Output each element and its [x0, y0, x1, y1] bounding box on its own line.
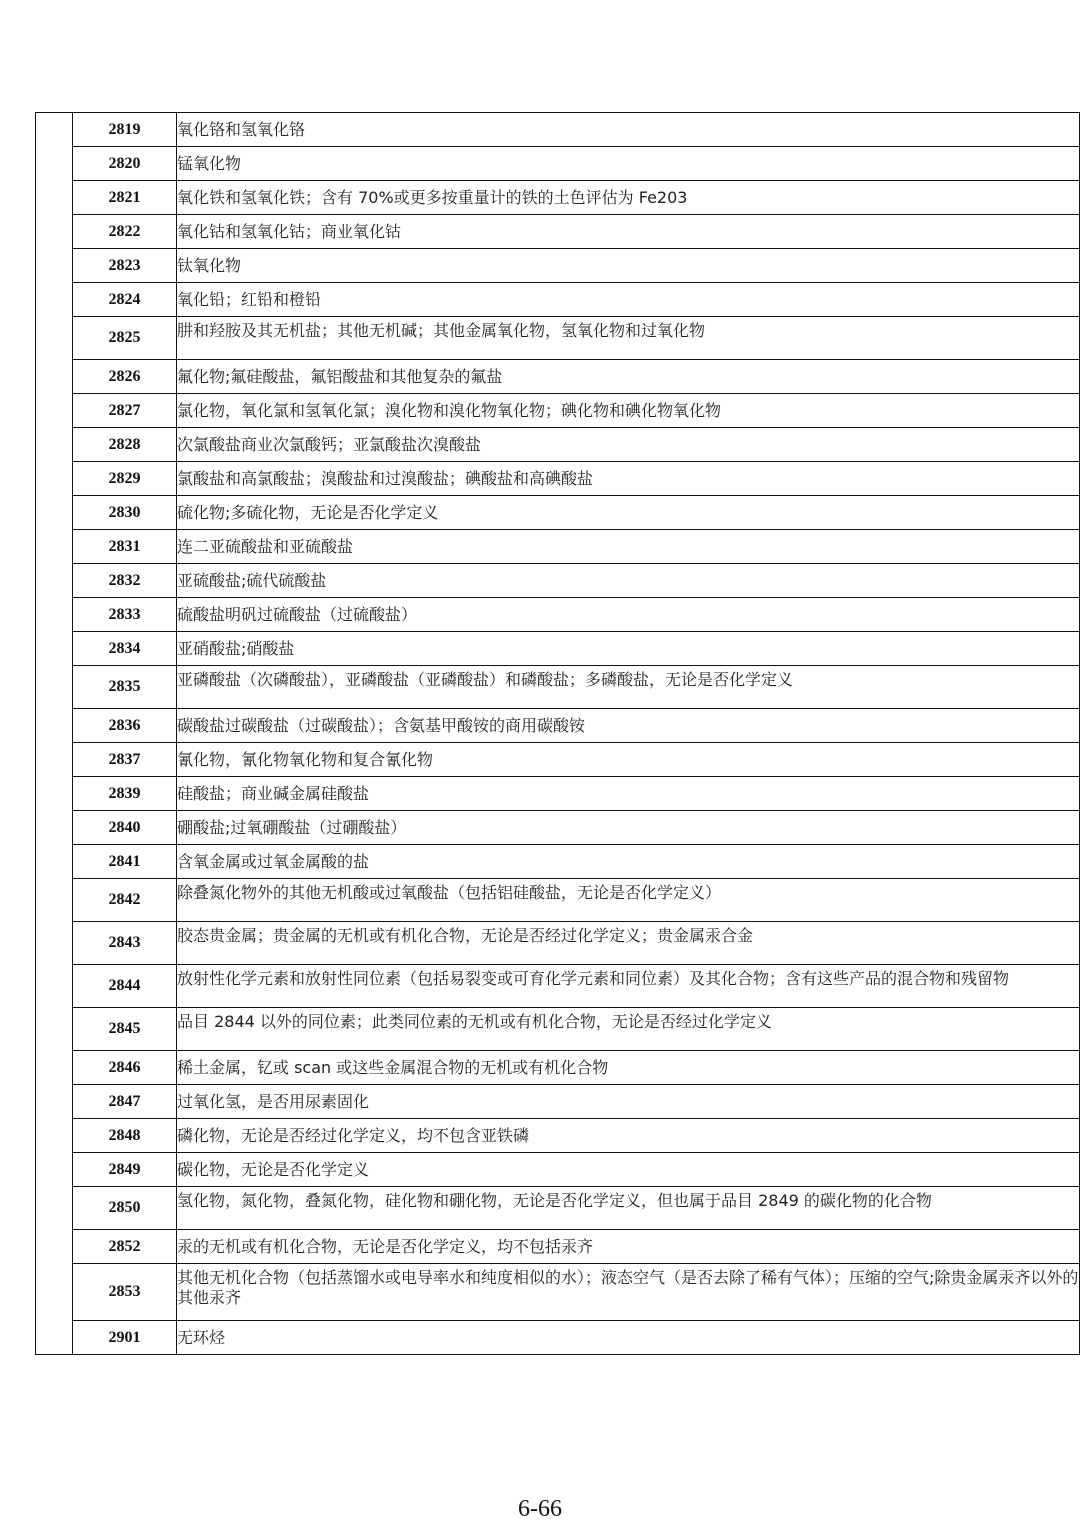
hs-code-cell: 2826 [73, 360, 177, 394]
table-row [36, 1264, 1080, 1321]
description-cell: 氧化铁和氢氧化铁；含有 70%或更多按重量计的铁的土色评估为 Fe203 [177, 181, 1080, 215]
table-row [36, 496, 1080, 530]
description-cell: 连二亚硫酸盐和亚硫酸盐 [177, 530, 1080, 564]
description-cell: 磷化物，无论是否经过化学定义，均不包含亚铁磷 [177, 1119, 1080, 1153]
hs-code-cell: 2836 [73, 709, 177, 743]
hs-code-cell: 2821 [73, 181, 177, 215]
hs-code-cell: 2823 [73, 249, 177, 283]
table-row [36, 879, 1080, 922]
table-row [36, 181, 1080, 215]
description-cell: 过氧化氢，是否用尿素固化 [177, 1085, 1080, 1119]
description-cell: 亚硝酸盐;硝酸盐 [177, 632, 1080, 666]
hs-code-cell: 2822 [73, 215, 177, 249]
description-cell: 次氯酸盐商业次氯酸钙；亚氯酸盐次溴酸盐 [177, 428, 1080, 462]
description-cell: 硫酸盐明矾过硫酸盐（过硫酸盐） [177, 598, 1080, 632]
table-row [36, 632, 1080, 666]
description-cell: 碳酸盐过碳酸盐（过碳酸盐）；含氨基甲酸铵的商用碳酸铵 [177, 709, 1080, 743]
hs-code-cell: 2834 [73, 632, 177, 666]
table-row [36, 1230, 1080, 1264]
table-row [36, 462, 1080, 496]
description-cell: 除叠氮化物外的其他无机酸或过氧酸盐（包括铝硅酸盐，无论是否化学定义） [177, 879, 1080, 922]
description-cell: 亚磷酸盐（次磷酸盐），亚磷酸盐（亚磷酸盐）和磷酸盐；多磷酸盐，无论是否化学定义 [177, 666, 1080, 709]
table-row [36, 360, 1080, 394]
hs-code-cell: 2848 [73, 1119, 177, 1153]
page-number: 6-66 [518, 1496, 562, 1522]
hs-code-cell: 2901 [73, 1321, 177, 1355]
description-cell: 氢化物，氮化物，叠氮化物，硅化物和硼化物，无论是否化学定义，但也属于品目 2849 的碳化物的化合物 [177, 1187, 1080, 1230]
blank-column-cell [36, 113, 73, 1355]
table-row [36, 530, 1080, 564]
description-cell: 硫化物;多硫化物，无论是否化学定义 [177, 496, 1080, 530]
description-cell: 氧化铅；红铅和橙铅 [177, 283, 1080, 317]
hs-code-cell: 2825 [73, 317, 177, 360]
table-row [36, 564, 1080, 598]
table-row [36, 845, 1080, 879]
table-row [36, 1321, 1080, 1355]
table-row [36, 743, 1080, 777]
description-cell: 稀土金属，钇或 scan 或这些金属混合物的无机或有机化合物 [177, 1051, 1080, 1085]
description-cell: 硼酸盐;过氧硼酸盐（过硼酸盐） [177, 811, 1080, 845]
table-row [36, 1008, 1080, 1051]
description-cell: 硅酸盐；商业碱金属硅酸盐 [177, 777, 1080, 811]
hs-code-cell: 2846 [73, 1051, 177, 1085]
hs-code-cell: 2835 [73, 666, 177, 709]
hs-code-cell: 2839 [73, 777, 177, 811]
description-cell: 亚硫酸盐;硫代硫酸盐 [177, 564, 1080, 598]
table-row [36, 283, 1080, 317]
table-body [36, 113, 1080, 1355]
description-cell: 氧化铬和氢氧化铬 [177, 113, 1080, 147]
table-row [36, 965, 1080, 1008]
table-row [36, 598, 1080, 632]
table-row [36, 1119, 1080, 1153]
hs-code-cell: 2830 [73, 496, 177, 530]
table-row [36, 1153, 1080, 1187]
table-row [36, 147, 1080, 181]
hs-code-cell: 2831 [73, 530, 177, 564]
hs-code-cell: 2853 [73, 1264, 177, 1321]
table-row [36, 777, 1080, 811]
table-row [36, 113, 1080, 147]
table-row [36, 428, 1080, 462]
description-cell: 无环烃 [177, 1321, 1080, 1355]
table-row [36, 811, 1080, 845]
description-cell: 品目 2844 以外的同位素；此类同位素的无机或有机化合物，无论是否经过化学定义 [177, 1008, 1080, 1051]
description-cell: 氯化物，氧化氯和氢氧化氯；溴化物和溴化物氧化物；碘化物和碘化物氧化物 [177, 394, 1080, 428]
hs-code-cell: 2840 [73, 811, 177, 845]
hs-code-cell: 2824 [73, 283, 177, 317]
description-cell: 其他无机化合物（包括蒸馏水或电导率水和纯度相似的水）；液态空气（是否去除了稀有气体）；压缩的空气;除贵金属汞齐以外的其他汞齐 [177, 1264, 1080, 1321]
table-row [36, 709, 1080, 743]
table-row [36, 1085, 1080, 1119]
hs-code-cell: 2852 [73, 1230, 177, 1264]
description-cell: 汞的无机或有机化合物，无论是否化学定义，均不包括汞齐 [177, 1230, 1080, 1264]
hs-code-cell: 2828 [73, 428, 177, 462]
description-cell: 肼和羟胺及其无机盐；其他无机碱；其他金属氧化物，氢氧化物和过氧化物 [177, 317, 1080, 360]
description-cell: 胶态贵金属；贵金属的无机或有机化合物，无论是否经过化学定义；贵金属汞合金 [177, 922, 1080, 965]
hs-code-cell: 2842 [73, 879, 177, 922]
description-cell: 氧化钴和氢氧化钴；商业氧化钴 [177, 215, 1080, 249]
hs-code-cell: 2847 [73, 1085, 177, 1119]
hs-code-cell: 2845 [73, 1008, 177, 1051]
description-cell: 锰氧化物 [177, 147, 1080, 181]
hs-code-cell: 2832 [73, 564, 177, 598]
table-row [36, 249, 1080, 283]
table-row [36, 215, 1080, 249]
description-cell: 放射性化学元素和放射性同位素（包括易裂变或可育化学元素和同位素）及其化合物；含有这些产品的混合物和残留物 [177, 965, 1080, 1008]
description-cell: 碳化物，无论是否化学定义 [177, 1153, 1080, 1187]
description-cell: 氟化物;氟硅酸盐，氟铝酸盐和其他复杂的氟盐 [177, 360, 1080, 394]
table-row [36, 922, 1080, 965]
hs-code-cell: 2837 [73, 743, 177, 777]
table-row [36, 1187, 1080, 1230]
hs-code-cell: 2841 [73, 845, 177, 879]
table-row [36, 1051, 1080, 1085]
hs-code-cell: 2827 [73, 394, 177, 428]
description-cell: 氰化物，氰化物氧化物和复合氰化物 [177, 743, 1080, 777]
hs-code-cell: 2844 [73, 965, 177, 1008]
description-cell: 钛氧化物 [177, 249, 1080, 283]
hs-code-cell: 2850 [73, 1187, 177, 1230]
table-row [36, 394, 1080, 428]
hs-code-cell: 2819 [73, 113, 177, 147]
description-cell: 氯酸盐和高氯酸盐；溴酸盐和过溴酸盐；碘酸盐和高碘酸盐 [177, 462, 1080, 496]
hs-code-cell: 2843 [73, 922, 177, 965]
hs-code-table [35, 112, 1080, 1355]
hs-code-cell: 2849 [73, 1153, 177, 1187]
hs-code-cell: 2833 [73, 598, 177, 632]
description-cell: 含氧金属或过氧金属酸的盐 [177, 845, 1080, 879]
hs-code-cell: 2820 [73, 147, 177, 181]
table-row [36, 317, 1080, 360]
hs-code-cell: 2829 [73, 462, 177, 496]
table-row [36, 666, 1080, 709]
